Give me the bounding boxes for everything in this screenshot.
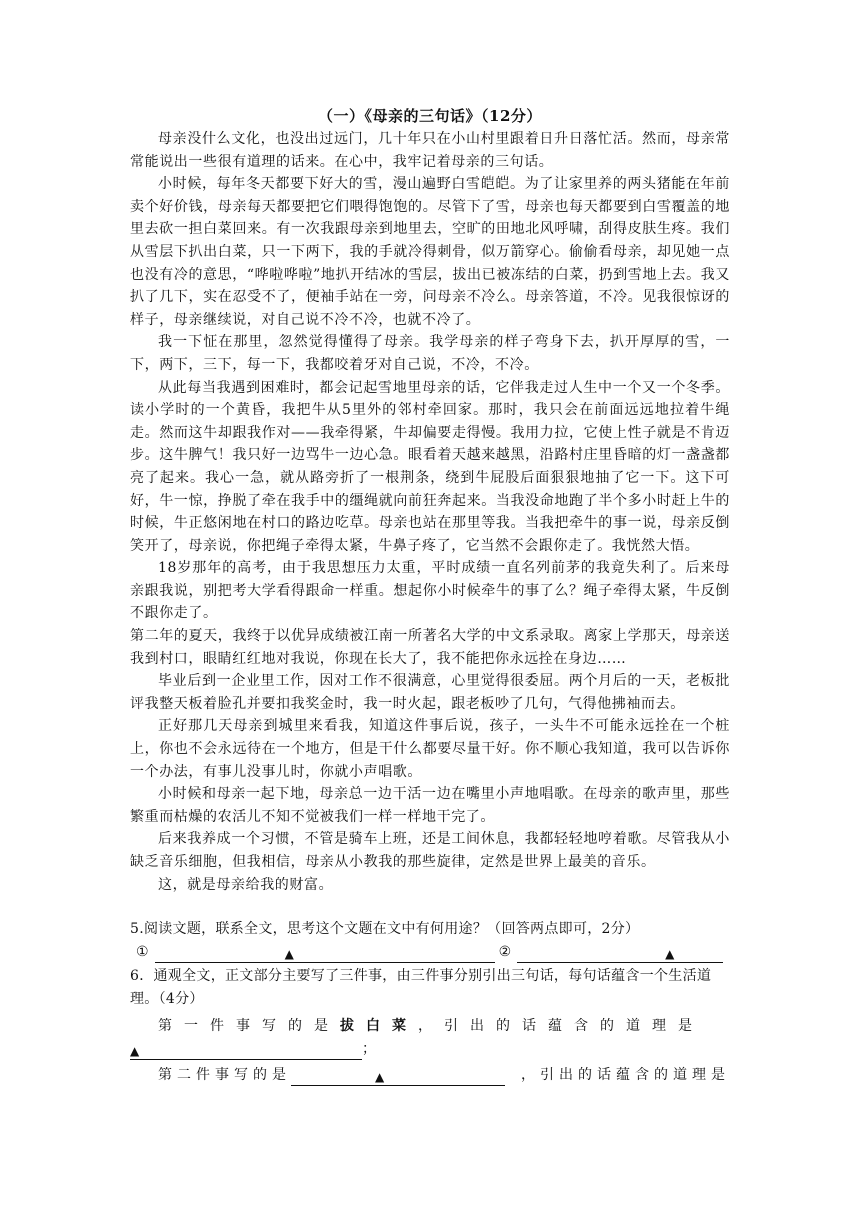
question-6-text: 6．通观全文，正文部分主要写了三件事，由三件事分别引出三句话，每句话蕴含一个生活道理。（4分） <box>130 968 712 1008</box>
paragraph: 从此每当我遇到困难时，都会记起雪地里母亲的话，它伴我走过人生中一个又一个冬季。读小学时的一个黄昏，我把牛从5里外的邻村牵回家。那时，我只会在前面远远地拉着牛绳走。然而这牛却跟我作对——我牵得紧，牛却偏要走得慢。我用力拉，它使上性子就是不肯迈步。这牛脾气！我只好一边骂牛一边心急。眼看着天越来越黑，沿路村庄里昏暗的灯一盏盏都亮了起来。我心一急，就从路旁折了一根荆条，绕到牛屁股后面狠狠地抽了它一下。这下可好，牛一惊，挣脱了牵在我手中的缰绳就向前狂奔起来。当我没命地跑了半个多小时赶上牛的时候，牛正悠闲地在村口的路边吃草。母亲也站在那里等我。当我把牵牛的事一说，母亲反倒笑开了，母亲说，你把绳子牵得太紧，牛鼻子疼了，它当然不会跟你走了。我恍然大悟。 <box>130 379 730 554</box>
answer-blank-2[interactable] <box>517 944 723 963</box>
event-blank-2[interactable] <box>291 1067 505 1086</box>
triangle-icon: ▲ <box>665 947 675 962</box>
line-1-prefix: 第一件事写的是 <box>158 1018 340 1035</box>
question-6-line-2 <box>130 1064 730 1086</box>
paragraph: 18岁那年的高考，由于我思想压力太重，平时成绩一直名列前茅的我竟失利了。后来母亲跟我说，别把考大学看得跟命一样重。想起你小时候牵牛的事了么？绳子牵得太紧，牛反倒不跟你走了。 <box>130 560 730 622</box>
triangle-icon: ▲ <box>284 947 294 962</box>
answer-marker-2: ② <box>498 944 512 961</box>
question-5-text: 5.阅读文题，联系全文，思考这个文题在文中有何用途？（回答两点即可，2分） <box>130 921 640 938</box>
reason-blank-1[interactable] <box>130 1041 362 1060</box>
essay-body <box>130 128 730 896</box>
document-page <box>130 104 730 1088</box>
answer-blank-1[interactable] <box>155 944 495 963</box>
paragraph: 第二年的夏天，我终于以优异成绩被江南一所著名大学的中文系录取。离家上学那天，母亲送我到村口，眼睛红红地对我说，你现在长大了，我不能把你永远拴在身边…… <box>130 628 730 667</box>
paragraph: 这，就是母亲给我的财富。 <box>158 876 334 893</box>
paragraph: 小时候和母亲一起下地，母亲总一边干活一边在嘴里小声地唱歌。在母亲的歌声里，那些繁重而枯燥的农活儿不知不觉被我们一样一样地干完了。 <box>130 786 730 825</box>
question-6-line-1 <box>130 1015 730 1038</box>
paragraph: 小时候，每年冬天都要下好大的雪，漫山遍野白雪皑皑。为了让家里养的两头猪能在年前卖个好价钱，母亲每天都要把它们喂得饱饱的。尽管下了雪，母亲也每天都要到白雪覆盖的地里去砍一担白菜回来。有一次我跟母亲到地里去，空旷的田地北风呼啸，刮得皮肤生疼。我们从雪层下扒出白菜，只一下两下，我的手就冷得刺骨，似万箭穿心。偷偷看母亲，却见她一点也没有冷的意思，“哗啦哗啦”地扒开结冰的雪层，拔出已被冻结的白菜，扔到雪地上去。我又扒了几下，实在忍受不了，便袖手站在一旁，问母亲不冷么。母亲答道，不冷。见我很惊讶的样子，母亲继续说，对自己说不冷不冷，也就不冷了。 <box>130 176 730 328</box>
question-6-blank-row-1 <box>130 1038 730 1060</box>
section-title: （一）《母亲的三句话》（12分） <box>318 107 542 125</box>
paragraph: 后来我养成一个习惯，不管是骑车上班，还是工间休息，我都轻轻地哼着歌。尽管我从小缺乏音乐细胞，但我相信，母亲从小教我的那些旋律，定然是世界上最美的音乐。 <box>130 831 730 870</box>
line-2-prefix: 第二件事写的是 <box>158 1067 291 1084</box>
triangle-icon: ▲ <box>130 1044 140 1059</box>
line-1-suffix: ，引出的话蕴含的道理是 <box>418 1018 704 1035</box>
paragraph: 毕业后到一企业里工作，因对工作不很满意，心里觉得很委屈。两个月后的一天，老板批评我整天板着脸孔并要扣我奖金时，我一时火起，跟老板吵了几句，气得他拂袖而去。 <box>130 673 730 712</box>
triangle-icon: ▲ <box>375 1070 385 1085</box>
line-1-answer: 拔白菜 <box>340 1018 418 1035</box>
question-5-answer-row <box>130 941 730 963</box>
spacer <box>130 896 730 918</box>
line-2-suffix: ，引出的话蕴含的道理是 <box>521 1067 730 1084</box>
paragraph: 我一下怔在那里，忽然觉得懂得了母亲。我学母亲的样子弯身下去，扒开厚厚的雪，一下，两下，三下，每一下，我都咬着牙对自己说，不冷，不冷。 <box>130 334 730 373</box>
paragraph: 正好那几天母亲到城里来看我，知道这件事后说，孩子，一头牛不可能永远拴在一个桩上，你也不会永远待在一个地方，但是干什么都要尽量干好。你不顺心我知道，我可以告诉你一个办法，有事儿没事儿时，你就小声唱歌。 <box>130 718 730 780</box>
answer-marker-1: ① <box>136 944 149 961</box>
semicolon: ； <box>362 1041 376 1058</box>
paragraph: 母亲没什么文化，也没出过远门，几十年只在小山村里跟着日升日落忙活。然而，母亲常常能说出一些很有道理的话来。在心中，我牢记着母亲的三句话。 <box>130 131 730 170</box>
